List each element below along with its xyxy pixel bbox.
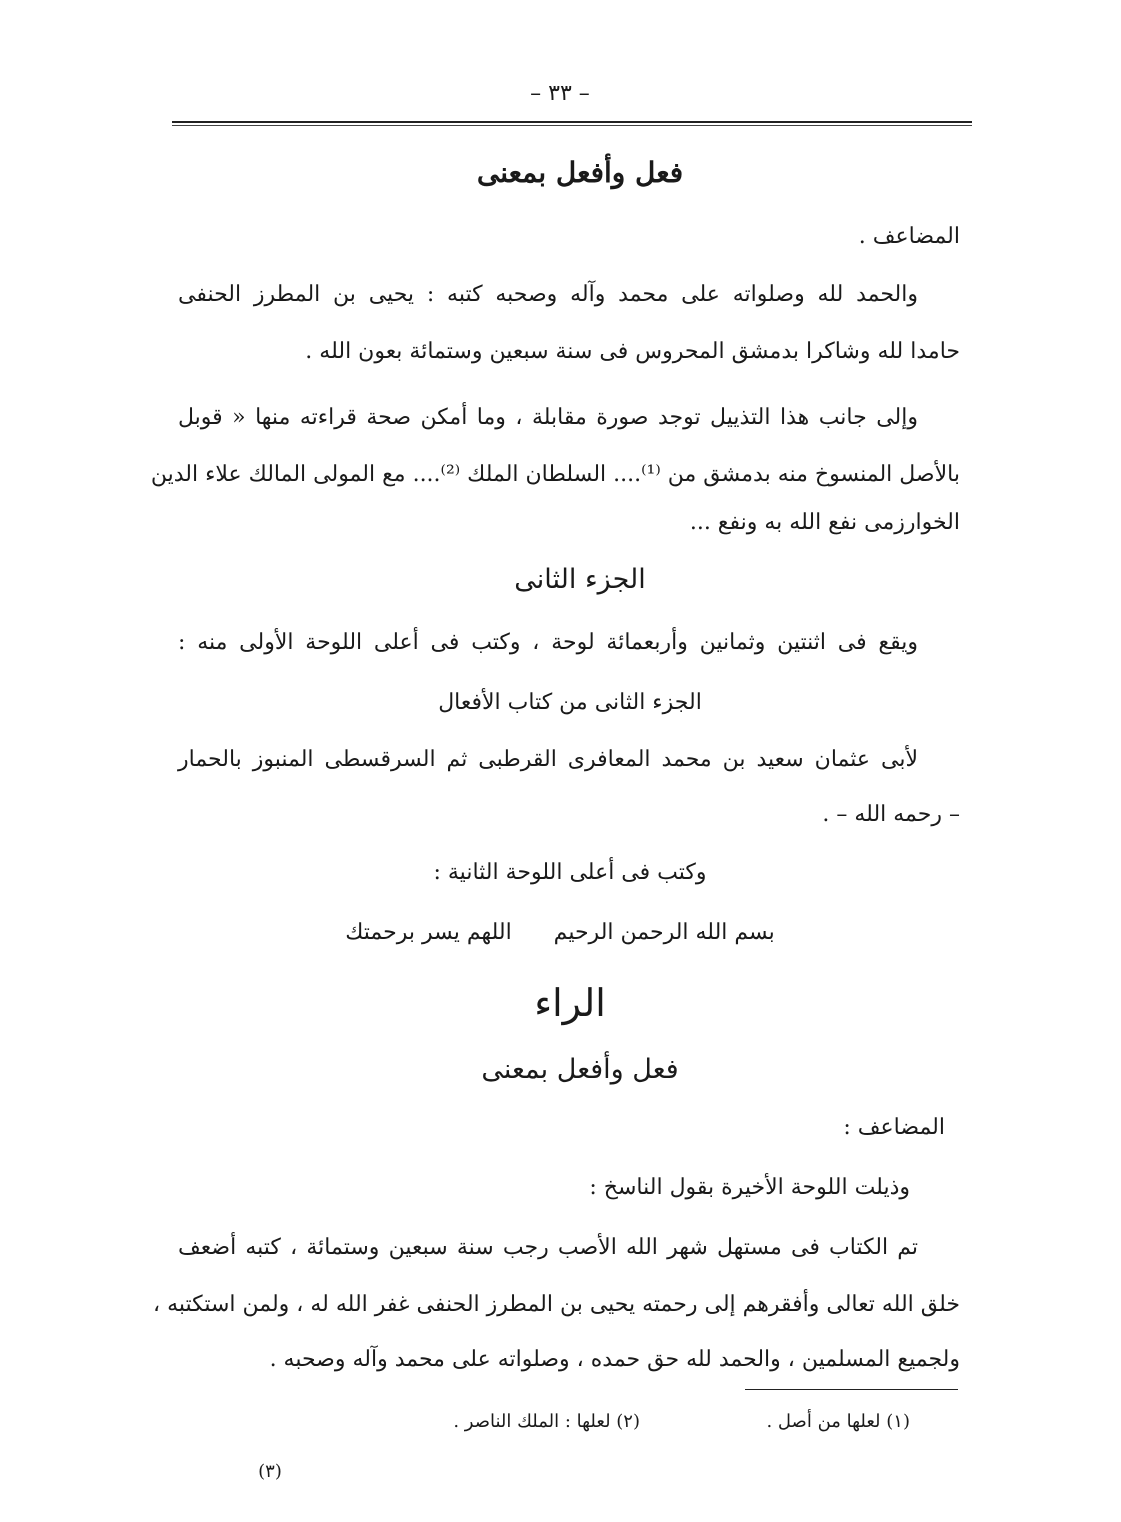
part-heading: الجزء الثانى [514, 564, 646, 595]
footnote-1: (١) لعلها من أصل . [766, 1411, 910, 1432]
paragraph-line: لأبى عثمان سعيد بن محمد المعافرى القرطبى ثم السرقسطى المنبوز بالحمار [178, 747, 918, 772]
paragraph-line: خلق الله تعالى وأفقرهم إلى رحمته يحيى بن المطرز الحنفى غفر الله له ، ولمن استكتبه ، [153, 1292, 960, 1317]
paragraph-line: ويقع فى اثنتين وثمانين وأربعمائة لوحة ، وكتب فى أعلى اللوحة الأولى منه : [178, 630, 918, 655]
section-label: المضاعف : [843, 1115, 945, 1140]
header-rule [172, 121, 972, 123]
chapter-heading: الراء [534, 981, 606, 1025]
header-rule-thin [172, 125, 972, 126]
paragraph-line: ولجميع المسلمين ، والحمد لله حق حمده ، وصلواته على محمد وآله وصحبه . [269, 1347, 960, 1372]
section-label: المضاعف . [858, 224, 960, 249]
paragraph-line: بالأصل المنسوخ منه بدمشق من ⁽¹⁾.... السلطان الملك ⁽²⁾.... مع المولى المالك علاء الدين [150, 462, 960, 487]
paragraph-line: وكتب فى أعلى اللوحة الثانية : [433, 860, 707, 885]
paragraph-line: وذيلت اللوحة الأخيرة بقول الناسخ : [589, 1175, 910, 1200]
quoted-basmala: بسم الله الرحمن الرحيم اللهم يسر برحمتك [345, 920, 775, 945]
section-heading: فعل وأفعل بمعنى [476, 156, 684, 189]
paragraph-line: وإلى جانب هذا التذييل توجد صورة مقابلة ، وما أمكن صحة قراءته منها « قوبل [178, 405, 918, 430]
paragraph-line: الخوارزمى نفع الله به ونفع ... [689, 510, 960, 535]
paragraph-line: والحمد لله وصلواته على محمد وآله وصحبه كتبه : يحيى بن المطرز الحنفى [178, 282, 918, 307]
quoted-title: الجزء الثانى من كتاب الأفعال [438, 690, 702, 715]
signature-mark: (٣) [258, 1461, 282, 1482]
section-heading: فعل وأفعل بمعنى [481, 1054, 679, 1085]
footnote-2: (٢) لعلها : الملك الناصر . [453, 1411, 640, 1432]
footnote-rule [745, 1389, 958, 1390]
paragraph-line: تم الكتاب فى مستهل شهر الله الأصب رجب سنة سبعين وستمائة ، كتبه أضعف [178, 1235, 918, 1260]
paragraph-line: – رحمه الله – . [822, 802, 960, 827]
page-number: – ٣٣ – [530, 81, 590, 106]
paragraph-line: حامدا لله وشاكرا بدمشق المحروس فى سنة سبعين وستمائة بعون الله . [305, 339, 960, 364]
